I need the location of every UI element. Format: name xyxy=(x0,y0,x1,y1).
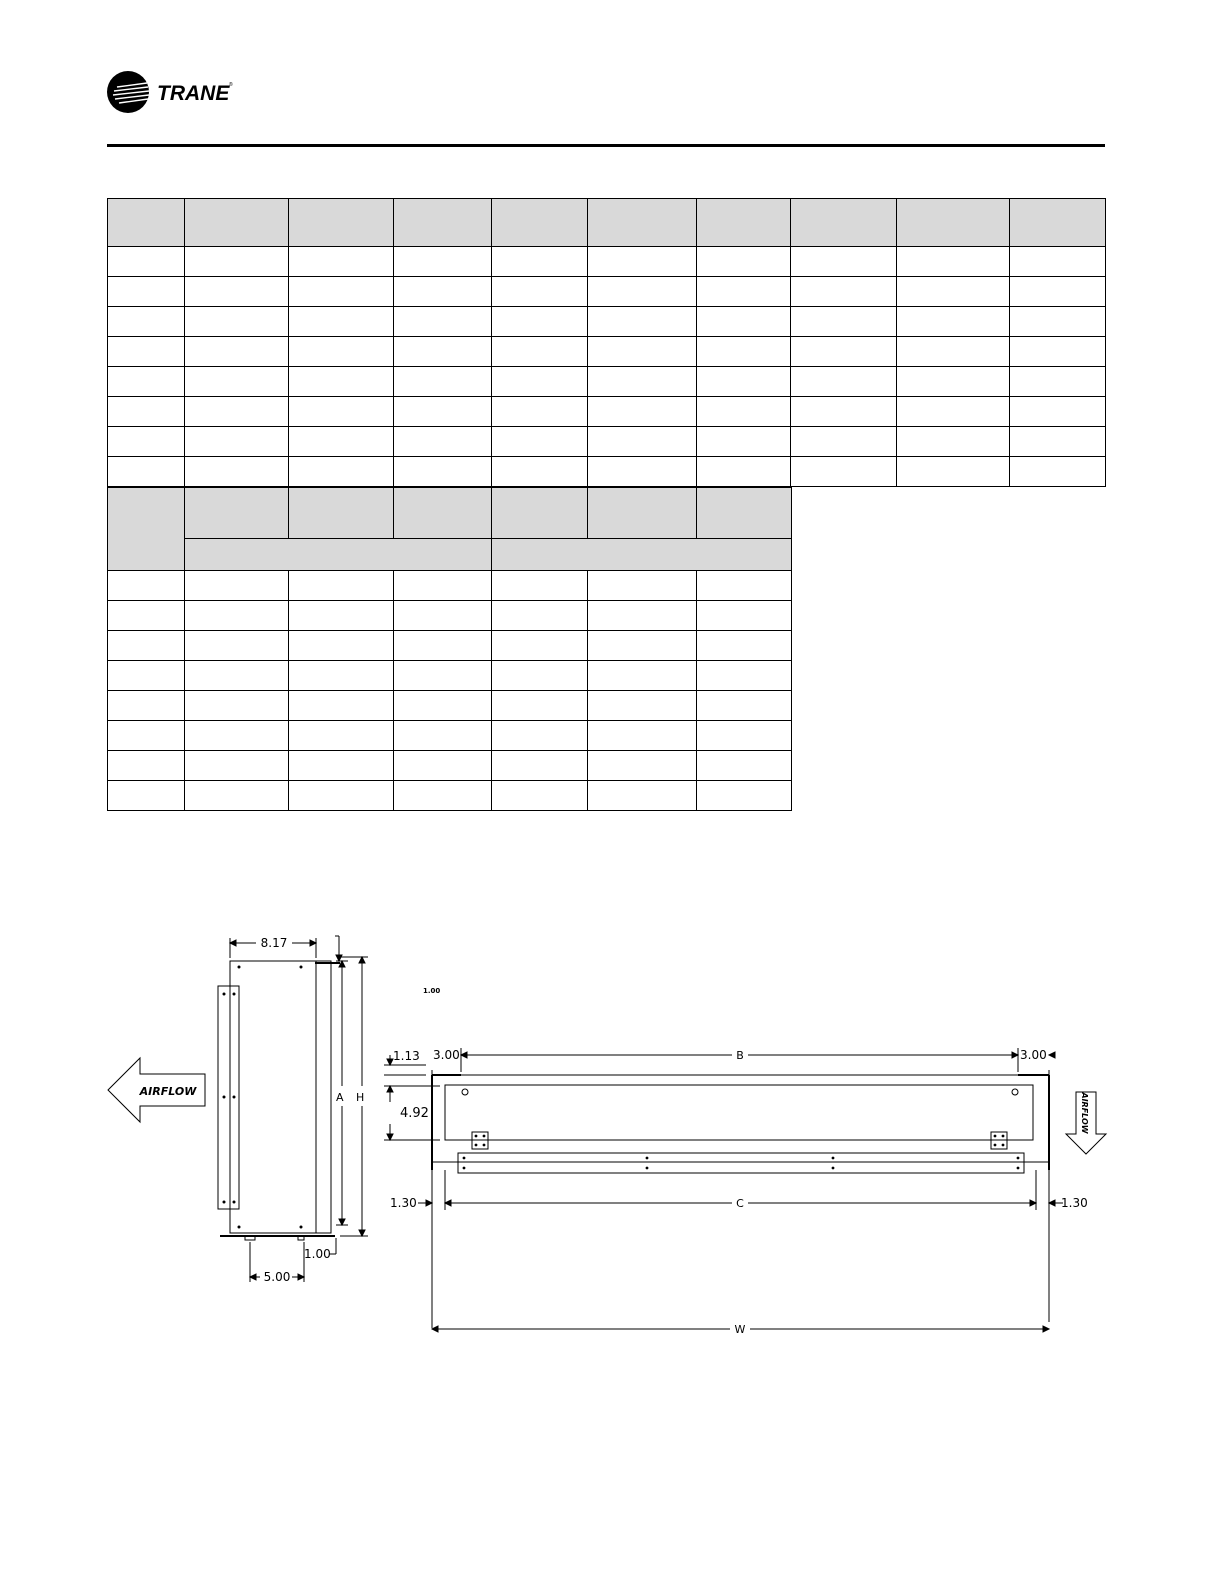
dim-1-30-right: 1.30 xyxy=(1061,1196,1088,1210)
brand-trademark: ® xyxy=(229,82,233,88)
front-view xyxy=(384,1048,1106,1332)
dimension-drawing xyxy=(100,920,1120,1336)
dim-8-17: 8.17 xyxy=(260,936,288,950)
dimension-table-1 xyxy=(107,198,1106,487)
table-row xyxy=(108,631,792,661)
table-row xyxy=(108,337,1106,367)
table-row xyxy=(108,307,1106,337)
dim-1-13: 1.13 xyxy=(393,1049,420,1063)
dim-b: B xyxy=(736,1049,744,1062)
table-row xyxy=(108,721,792,751)
dim-c: C xyxy=(736,1197,744,1210)
airflow-label-left: AIRFLOW xyxy=(139,1085,197,1098)
table-row xyxy=(108,571,792,601)
table-row xyxy=(108,691,792,721)
table-row xyxy=(108,247,1106,277)
table-row xyxy=(108,457,1106,487)
dim-small-note: 1.00 xyxy=(423,987,441,995)
table-group-header-row xyxy=(108,539,792,571)
side-view xyxy=(108,936,368,1282)
dim-label-h: H xyxy=(356,1091,365,1104)
dim-5-00: 5.00 xyxy=(263,1270,291,1284)
table-row xyxy=(108,367,1106,397)
dim-w: W xyxy=(734,1323,746,1336)
dim-1-00-offset: 1.00 xyxy=(304,1247,331,1261)
table-header-row xyxy=(108,488,792,539)
table-row xyxy=(108,751,792,781)
dim-3-00-right: 3.00 xyxy=(1020,1048,1047,1062)
front-inner-panel xyxy=(445,1085,1033,1140)
table-row xyxy=(108,781,792,811)
dim-3-00-left: 3.00 xyxy=(433,1048,460,1062)
dim-1-30-left: 1.30 xyxy=(390,1196,417,1210)
front-rail xyxy=(458,1153,1024,1173)
table-row xyxy=(108,277,1106,307)
dim-4-92: 4.92 xyxy=(400,1106,429,1121)
airflow-label-down: AIRFLOW xyxy=(1080,1092,1089,1134)
side-plate xyxy=(218,986,239,1209)
brand-wordmark: TRANE xyxy=(157,82,230,105)
front-frame xyxy=(432,1075,1049,1162)
table-row xyxy=(108,397,1106,427)
table-row xyxy=(108,661,792,691)
header-rule xyxy=(107,144,1105,147)
table-row xyxy=(108,601,792,631)
table-header-row xyxy=(108,199,1106,247)
trane-logo xyxy=(107,70,247,114)
dim-label-a: A xyxy=(336,1091,344,1104)
dimension-table-2 xyxy=(107,487,792,811)
side-back-panel xyxy=(316,961,331,1233)
side-body xyxy=(230,961,316,1233)
table-row xyxy=(108,427,1106,457)
